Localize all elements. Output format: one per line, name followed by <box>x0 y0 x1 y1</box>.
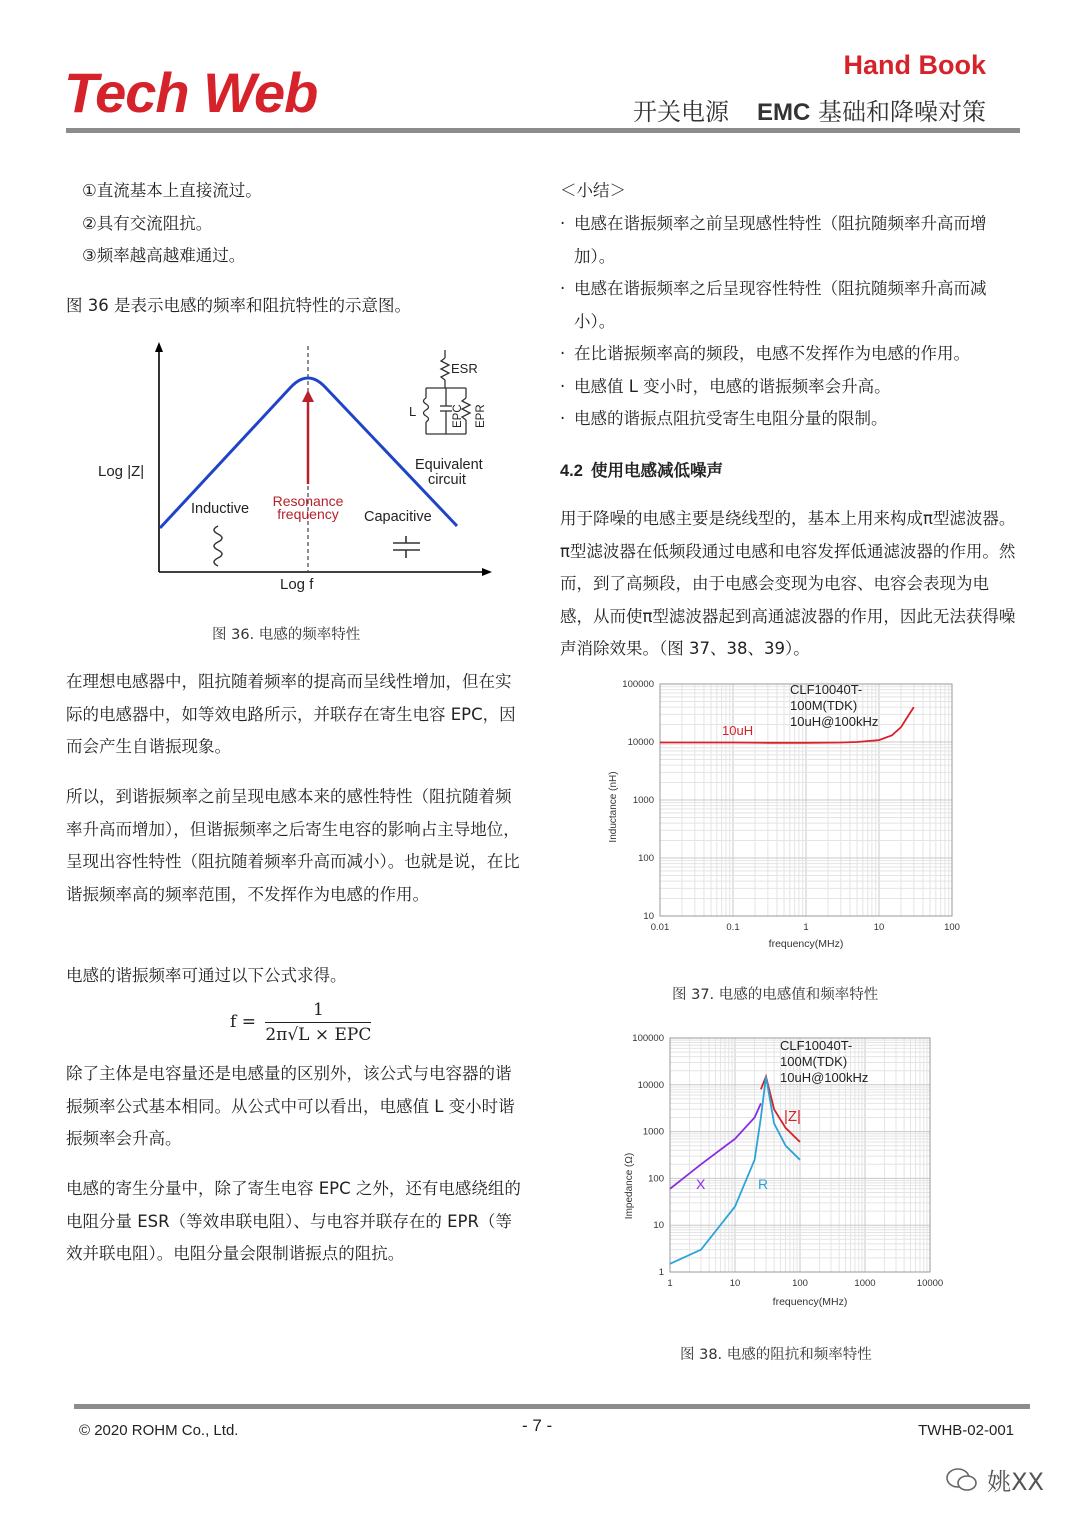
fig38-xtick-label: 1 <box>667 1278 673 1289</box>
list-item: ①直流基本上直接流过。 <box>82 181 262 200</box>
inductor-icon <box>214 526 222 566</box>
summary-bullet: · 电感的谐振点阻抗受寄生电阻分量的限制。 <box>560 403 1018 436</box>
fig38-xlabel: frequency(MHz) <box>772 1296 848 1308</box>
fig37-title-line1: CLF10040T- <box>790 682 863 697</box>
fig38-title-line2: 100M(TDK) <box>780 1054 848 1069</box>
formula-lhs: f = <box>230 1012 256 1032</box>
subtitle-part-a: 开关电源 <box>633 98 730 126</box>
paragraph-noise-reduction: 用于降噪的电感主要是绕线型的，基本上用来构成π型滤波器。π型滤波器在低频段通过电感和电容发挥低通滤波器的作用。然而，到了高频段，由于电感会变现为电容、电容会表现为电感，从而使π型滤波器起到高通滤波器的作用，因此无法获得噪声消除效果。（图 37、38、39）。 <box>560 509 1016 658</box>
paragraph-parasitics: 电感的寄生分量中，除了寄生电容 EPC 之外，还有电感绕组的电阻分量 ESR（等效串联电阻）、与电容并联存在的 EPR（等效并联电阻）。电阻分量会限制谐振点的阻抗。 <box>66 1179 521 1263</box>
fig38-caption: 图 38. 电感的阻抗和频率特性 <box>680 1347 872 1363</box>
list-item: ③频率越高越难通过。 <box>82 246 246 265</box>
footer-divider <box>74 1404 1030 1409</box>
fig38-title-line3: 10uH@100kHz <box>780 1070 869 1085</box>
summary-bullet: · 电感在谐振频率之后呈现容性特性（阻抗随频率升高而减小）。 <box>560 273 1018 338</box>
fig36-ylabel: Log |Z| <box>98 463 145 480</box>
fig36-diagram <box>90 336 500 598</box>
fig37-xlabel: frequency(MHz) <box>768 938 844 950</box>
fig37-ytick-label: 10000 <box>627 737 654 748</box>
capacitive-label: Capacitive <box>364 509 432 525</box>
paragraph-ideal-inductor: 在理想电感器中，阻抗随着频率的提高而呈线性增加，但在实际的电感器中，如等效电路所示，并联存在寄生电容 EPC，因而会产生自谐振现象。 <box>66 672 516 756</box>
subtitle-part-c: 基础和降噪对策 <box>818 98 986 126</box>
y-axis-arrow-icon <box>155 342 163 352</box>
esr-label: ESR <box>451 361 478 376</box>
fig38-xtick-label: 1000 <box>854 1278 876 1289</box>
summary-title: ＜小结＞ <box>560 181 626 200</box>
watermark <box>945 1462 1044 1497</box>
fig36-caption: 图 36. 电感的频率特性 <box>212 627 361 643</box>
capacitor-icon <box>393 536 420 558</box>
fig36-intro: 图 36 是表示电感的频率和阻抗特性的示意图。 <box>66 296 411 315</box>
fig37-xtick-label: 100 <box>944 922 960 933</box>
formula-denominator: 2π√L × EPC <box>265 1025 372 1045</box>
fig37-xtick-label: 0.1 <box>726 922 740 933</box>
fig37-chart <box>600 672 970 954</box>
resonance-arrow-icon <box>302 390 314 402</box>
fig37-caption: 图 37. 电感的电感值和频率特性 <box>672 987 879 1003</box>
copyright: © 2020 ROHM Co., Ltd. <box>79 1422 239 1439</box>
fig38-xtick-label: 10000 <box>916 1278 944 1289</box>
list-item: ②具有交流阻抗。 <box>82 213 213 233</box>
epc-label: EPC <box>452 404 464 428</box>
x-axis-arrow-icon <box>482 568 492 576</box>
fig37-ytick-label: 100 <box>638 853 654 864</box>
section-title: 使用电感减低噪声 <box>590 461 723 480</box>
l-label: L <box>409 404 417 419</box>
resonance-label-1: Resonance <box>272 493 344 509</box>
page-number: - 7 - <box>522 1416 553 1435</box>
fig38-chart <box>610 1026 950 1310</box>
fig38-ytick-label: 10 <box>653 1220 664 1232</box>
fig37-ytick-label: 1000 <box>632 795 654 806</box>
techweb-logo: Tech Web <box>64 61 318 124</box>
fig38-r-label: R <box>758 1176 769 1192</box>
epr-label: EPR <box>475 404 487 428</box>
fig37-xtick-label: 0.01 <box>650 922 670 933</box>
property-list <box>82 175 540 273</box>
fig37-xtick-label: 1 <box>803 922 809 933</box>
fig37-ytick-label: 100000 <box>622 679 654 690</box>
inductive-label: Inductive <box>191 501 250 517</box>
header-divider <box>66 128 1020 133</box>
formula-numerator: 1 <box>265 1000 371 1023</box>
fig37-xtick-label: 10 <box>873 922 885 933</box>
handbook-title: Hand Book <box>843 50 986 80</box>
doc-id: TWHB-02-001 <box>918 1422 1014 1439</box>
fig38-ytick-label: 10000 <box>637 1079 664 1091</box>
paragraph-resonance: 所以，到谐振频率之前呈现电感本来的感性特性（阻抗随着频率升高而增加），但谐振频率之后寄生电容的影响占主导地位，呈现出容性特性（阻抗随着频率升高而减小）。也就是说，在比谐振频率高的频率范围，不发挥作为电感的作用。 <box>66 787 520 904</box>
formula-fraction <box>265 1000 371 1045</box>
paragraph-formula-intro: 电感的谐振频率可通过以下公式求得。 <box>66 966 347 985</box>
summary-bullet: · 电感值 L 变小时，电感的谐振频率会升高。 <box>560 371 1018 404</box>
fig37-title-line2: 100M(TDK) <box>790 698 858 713</box>
equivalent-label-1: Equivalent <box>415 457 483 473</box>
summary-list <box>560 208 1018 436</box>
fig38-ytick-label: 100 <box>648 1173 664 1185</box>
summary-bullet: · 电感在谐振频率之前呈现感性特性（阻抗随频率升高而增加）。 <box>560 208 1018 273</box>
fig38-ytick-label: 1 <box>658 1267 664 1278</box>
fig36-xlabel: Log f <box>280 576 314 593</box>
summary-bullet: · 在比谐振频率高的频段，电感不发挥作为电感的作用。 <box>560 338 1018 371</box>
section-number: 4.2 <box>560 462 583 480</box>
watermark-text: 姚XX <box>987 1468 1044 1496</box>
equivalent-label-2: circuit <box>428 472 466 488</box>
handbook-subtitle <box>633 92 986 127</box>
fig38-ytick-label: 100000 <box>632 1033 664 1044</box>
fig38-xtick-label: 100 <box>792 1278 808 1289</box>
fig38-ylabel: Impedance (Ω) <box>624 1152 635 1220</box>
fig38-ytick-label: 1000 <box>642 1126 664 1138</box>
subtitle-part-b: EMC <box>757 99 811 126</box>
wechat-icon <box>945 1467 979 1493</box>
fig38-xtick-label: 10 <box>729 1278 741 1289</box>
fig38-z-label: |Z| <box>784 1108 801 1125</box>
fig37-title-line3: 10uH@100kHz <box>790 714 879 729</box>
fig37-series-label: 10uH <box>722 723 754 738</box>
paragraph-formula-note: 除了主体是电容量还是电感量的区别外，该公式与电容器的谐振频率公式基本相同。从公式中可以看出，电感值 L 变小时谐振频率会升高。 <box>66 1064 515 1148</box>
fig38-x-label: X <box>696 1176 706 1192</box>
resonance-label-2: frequency <box>277 506 339 522</box>
fig37-ylabel: Inductance (nH) <box>608 771 619 843</box>
resonance-formula <box>230 1000 371 1045</box>
fig38-title-line1: CLF10040T- <box>780 1038 853 1053</box>
section-heading <box>560 457 1018 481</box>
fig37-ytick-label: 10 <box>643 911 654 922</box>
